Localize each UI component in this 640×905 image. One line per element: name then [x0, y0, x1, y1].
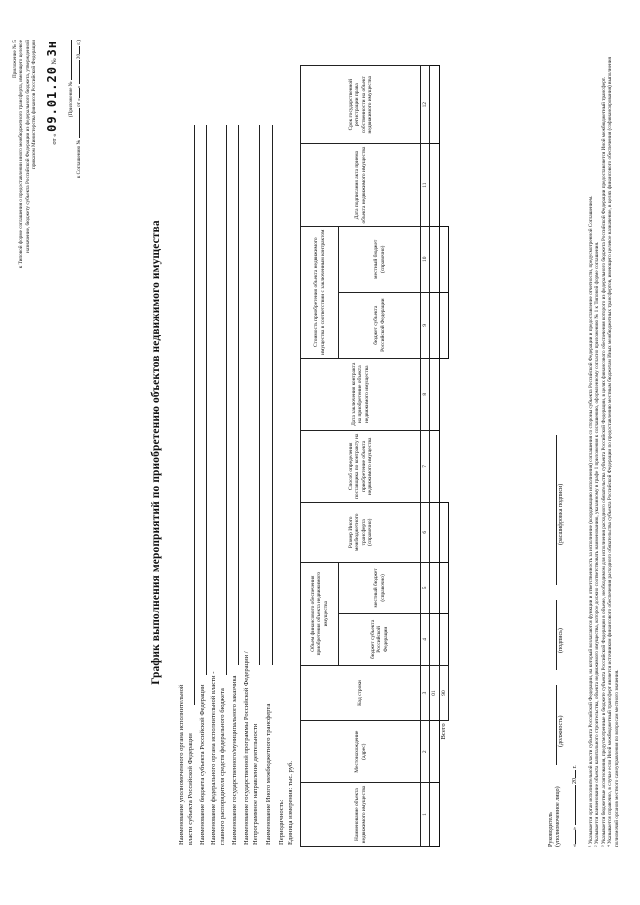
field-program-line	[259, 125, 260, 665]
header-row-1	[301, 66, 339, 847]
footnote-3: ³ Указывается бюджетные ассигнования, предусмотренные в бюджете субъекта Российской Федерации в объеме, необходимом для исполнения расходного обязательства субъекта Российской Федерации, в целях финансового обеспечения которого из федерального бюджета Российской Федерации предоставляется Иной межбюджетный трансферт.	[600, 77, 607, 847]
field-customer-line	[238, 125, 239, 665]
col-num: 6	[421, 502, 430, 562]
col-num: 1	[421, 783, 430, 847]
footnote-1: ¹ Указывается орган исполнительной власти субъекта Российской Федерации, на который возлагаются функции и ответственность за исполнение (координацию исполнения) соглашения со стороны субъекта Российской Федерации и предоставление отчетности, предусмотренной Соглашением.	[588, 195, 594, 847]
col-num: 11	[421, 144, 430, 226]
field-transfer: Наименование Иного межбюджетного трансферта	[265, 703, 272, 845]
total-cost-regional[interactable]	[439, 292, 448, 358]
sign-head: Руководитель	[548, 812, 554, 847]
date-year-g: г.	[572, 765, 578, 769]
col-num: 2	[421, 721, 430, 783]
footnotes	[588, 57, 620, 847]
appendix-line4: приказом Министерства финансов Российской Федерации	[31, 40, 38, 169]
total-cost-local[interactable]	[439, 226, 448, 292]
field-authority-2: власти субъекта Российской Федерации	[187, 733, 194, 845]
cell-regional[interactable]	[430, 614, 439, 666]
page-title: График выполнения мероприятий по приобретению объектов недвижимого имущества	[150, 220, 162, 685]
appendix-ref-label: (Приложение №	[68, 81, 74, 118]
date-quote-close: »	[572, 827, 578, 830]
field-federal-2: главного распорядителя средств федерального бюджета	[219, 688, 226, 845]
th-object-name: Наименование объекта недвижимого имущества	[301, 783, 421, 847]
th-local-budget: местный бюджет (справочно)	[339, 562, 421, 614]
th-cost-regional: бюджет субъекта Российской Федерации	[339, 292, 421, 358]
cell-registration[interactable]	[430, 66, 439, 144]
agreement-close-paren: )	[76, 40, 83, 42]
cell-object[interactable]	[430, 783, 439, 847]
field-transfer-line	[272, 125, 273, 665]
schedule-table	[300, 65, 449, 847]
col-num: 7	[421, 430, 430, 502]
date-year: 20	[572, 778, 578, 784]
col-num: 8	[421, 358, 430, 430]
col-num: 12	[421, 66, 430, 144]
cell-code: 01	[430, 665, 439, 721]
appendix-line2: к Типовой форме соглашения о предоставлении иного межбюджетного трансферта, имеющего целевое	[18, 40, 25, 269]
agreement-year: 20	[76, 53, 83, 60]
sign-signature-line[interactable]	[556, 600, 557, 670]
th-acceptance-date: Дата подписания акта приема объекта недвижимого имущества	[301, 144, 421, 226]
cell-cost-local[interactable]	[430, 226, 439, 292]
th-registration-term: Срок государственной регистрации права собственности на объект недвижимого имущества	[301, 66, 421, 144]
total-row	[439, 66, 448, 847]
appendix-ref	[68, 40, 83, 178]
total-regional[interactable]	[439, 614, 448, 666]
cell-contract-date[interactable]	[430, 358, 439, 430]
field-unit: Единица измерения: тыс. руб.	[287, 761, 294, 845]
stamp-no: №	[51, 58, 58, 65]
column-numbers-row	[421, 66, 430, 847]
cell-local[interactable]	[430, 562, 439, 614]
sign-name-caption: (расшифровка подписи)	[558, 483, 564, 545]
cell-address[interactable]	[430, 721, 439, 783]
field-authority-1: Наименование уполномоченного органа исполнительной	[178, 684, 185, 845]
sign-position-line[interactable]	[556, 685, 557, 765]
cell-acceptance[interactable]	[430, 144, 439, 226]
field-budget-line	[206, 125, 207, 675]
cell-cost-regional[interactable]	[430, 292, 439, 358]
stamp-number: 3н	[45, 40, 59, 57]
field-federal-line	[226, 125, 227, 675]
total-local[interactable]	[439, 562, 448, 614]
sign-position-caption: (должность)	[558, 715, 564, 747]
sign-name-line[interactable]	[556, 435, 557, 585]
col-num: 5	[421, 562, 430, 614]
signature-block	[548, 786, 562, 847]
field-periodicity: Периодичность:	[278, 799, 285, 845]
sign-head-2: (уполномоченное лицо)	[555, 786, 561, 847]
th-group-cost: Стоимость приобретения объекта недвижимого имущества в соответствии с заключенным контрактом	[301, 226, 339, 358]
footnote-2: ² Указывается наименование объекта капитального строительства, объекта недвижимого имущества, которое должно соответствовать наименованию, указанному в графе 1 приложения к соглашению, оформленному согласно приложению № 1 к Типовой форме соглашения.	[594, 241, 601, 847]
field-authority-line	[194, 125, 195, 705]
field-program-2: Непрограммное направление деятельности	[252, 723, 259, 845]
table-row	[430, 66, 439, 847]
th-cost-local: местный бюджет (справочно)	[339, 226, 421, 292]
th-regional-budget: бюджет субъекта Российской Федерации	[339, 614, 421, 666]
th-supplier-method: Способ определения поставщика по контракту на приобретение объекта недвижимого имущества	[301, 430, 421, 502]
appendix-line3: назначение, бюджету субъекта Российской Федерации из федерального бюджета, утвержденной	[24, 40, 31, 253]
th-contract-date: Дата заключения контракта на приобретение объекта недвижимого имущества	[301, 358, 421, 430]
sign-signature-caption: (подпись)	[558, 628, 564, 653]
cell-transfer[interactable]	[430, 502, 439, 562]
th-group-financing: Объем финансового обеспечения приобретения объекта недвижимого имущества	[301, 562, 339, 665]
footnote-4: ⁴ Указывается справочно, в случае если Иной межбюджетный трансферт является источником финансового обеспечения расходного обязательства субъекта Российской Федерации по предоставлению местным бюджетам Иных межбюджетных трансфертов, имеющего целевое назначение, в целях финансового обеспечения (софинансирования) выполнения полномочий органов местного самоуправления по вопросам местного значения.	[607, 57, 620, 847]
col-num: 4	[421, 614, 430, 666]
order-stamp	[45, 40, 59, 145]
field-budget: Наименование бюджета субъекта Российской Федерации	[199, 684, 206, 845]
sign-date	[572, 765, 579, 847]
field-program-1: Наименование государственной программы Российской Федерации /	[243, 651, 250, 845]
stamp-prefix: от «	[51, 133, 58, 145]
col-num: 10	[421, 226, 430, 292]
col-num: 9	[421, 292, 430, 358]
stamp-date: 09.01.20	[45, 66, 59, 132]
date-quote-open: «	[572, 844, 578, 847]
agreement-date-open: от «	[76, 98, 83, 107]
total-code: 90	[439, 665, 448, 721]
agreement-label: к Соглашению №	[76, 139, 83, 179]
appendix-header	[12, 40, 38, 268]
appendix-line1: Приложение № 5	[12, 40, 18, 78]
th-transfer-size: Размер Иного межбюджетного трансферта (справочно)	[301, 502, 421, 562]
agreement-year-g: г.	[76, 41, 83, 45]
agreement-date-close: »	[76, 85, 83, 89]
field-customer: Наименование государственного/муниципального заказчика	[231, 675, 238, 845]
field-federal-1: Наименование федерального органа исполнительной власти -	[210, 671, 217, 845]
cell-method[interactable]	[430, 430, 439, 502]
col-num: 3	[421, 665, 430, 721]
total-transfer[interactable]	[439, 502, 448, 562]
total-label: Всего	[440, 723, 448, 740]
th-row-code: Код строки	[301, 665, 421, 721]
th-address: Местонахождение (адрес)	[301, 721, 421, 783]
